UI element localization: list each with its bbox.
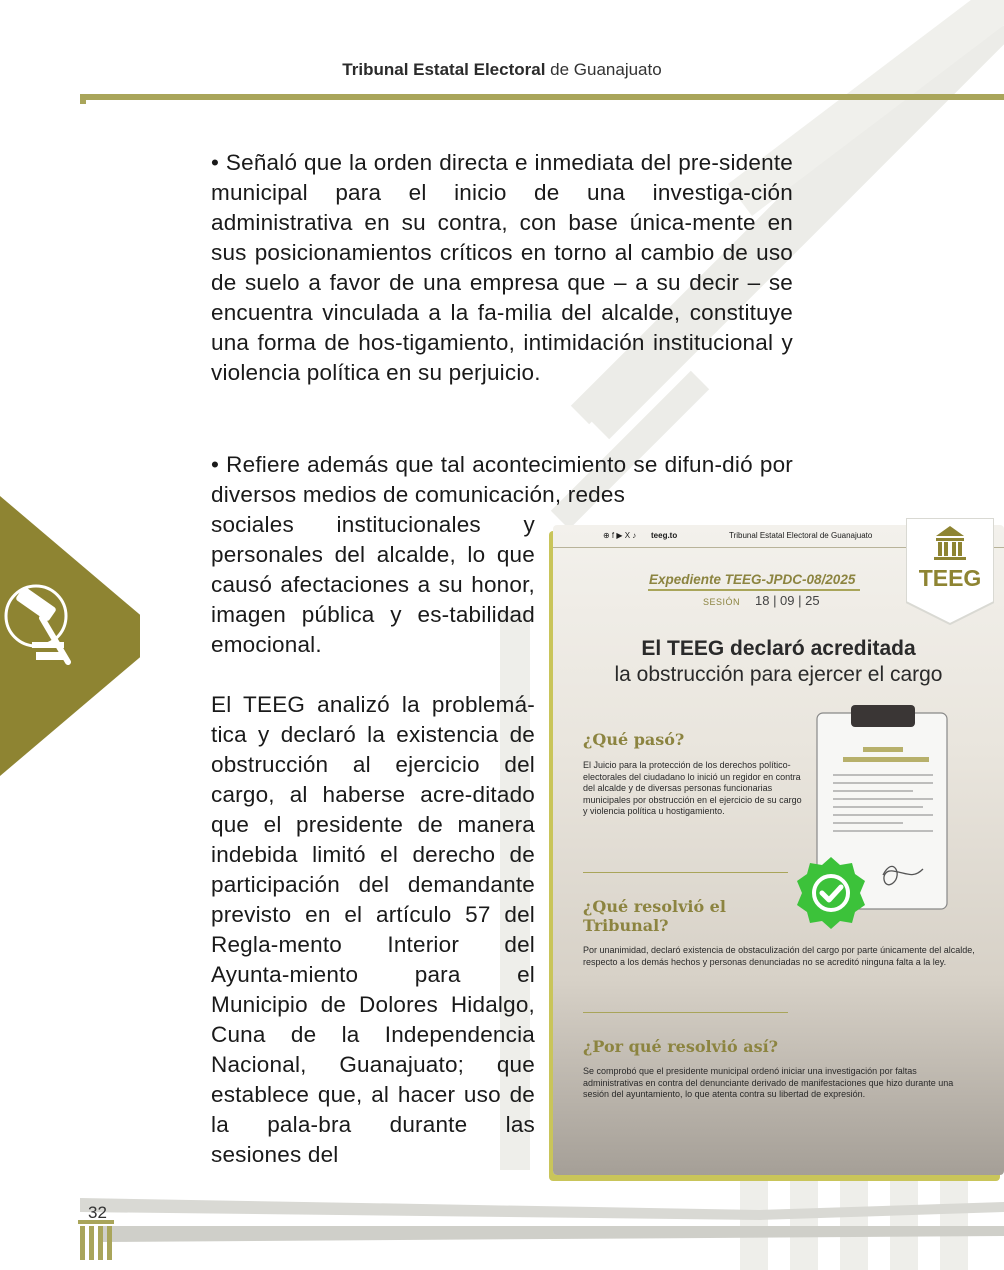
header-title-bold: Tribunal Estatal Electoral bbox=[342, 60, 546, 79]
answer-what-happened: El Juicio para la protección de los derechos político-electorales del ciudadano lo inició un regidor en contra del alcalde y de diversas personas funcionarias municipales por obstrucción en el ejercicio de su cargo y violencia política u hostigamiento. bbox=[583, 760, 802, 816]
answer-why-resolved: Se comprobó que el presidente municipal ordenó iniciar una investigación por faltas administrativas en contra del denunciante derivado de manifestaciones que hizo durante una sesión del ayuntamiento, lo que atenta contra su libertad de expresión. bbox=[583, 1066, 954, 1099]
infographic-org-name: Tribunal Estatal Electoral de Guanajuato bbox=[729, 531, 873, 540]
answer-what-resolved: Por unanimidad, declaró existencia de obstaculización del cargo por parte únicamente del alcalde, respecto a los demás hechos y personas denunciadas no se acreditó ninguna falta a la ley. bbox=[583, 945, 975, 967]
header-title-rest: de Guanajuato bbox=[545, 60, 662, 79]
social-handle: teeg.to bbox=[651, 531, 678, 540]
section-divider bbox=[583, 1012, 788, 1013]
question-what-happened: ¿Qué pasó? bbox=[583, 730, 685, 749]
social-icons: ⊕ f ▶ X ♪ bbox=[603, 531, 637, 540]
column-logo-icon bbox=[78, 1220, 114, 1260]
expediente-title: Expediente TEEG-JPDC-08/2025 bbox=[649, 572, 856, 587]
teeg-logo-badge bbox=[906, 518, 994, 626]
bullet-paragraph-2-top: • Refiere además que tal acontecimiento se difun-dió por diversos medios de comunicación, redes bbox=[211, 452, 793, 507]
question-why-resolved: ¿Por qué resolvió así? bbox=[583, 1037, 779, 1056]
sesion-date: 18 | 09 | 25 bbox=[755, 593, 820, 608]
infographic-headline: El TEEG declaró acreditada bbox=[641, 637, 916, 660]
bullet-paragraph-1: • Señaló que la orden directa e inmediata del pre-sidente municipal para el inicio de una investiga-ción administrativa en su contra, con base única-mente en sus posicionamientos críticos en torno al cambio de uso de suelo a favor de una empresa que – a su decir – se encuentra vinculada a la fa-milia del alcalde, constituye una forma de hos-tigamiento, intimidación institucional y violencia política en su perjuicio. bbox=[211, 150, 793, 385]
sesion-label: SESIÓN bbox=[703, 597, 741, 607]
header-rule-tick bbox=[80, 94, 86, 104]
teeg-badge-text: TEEG bbox=[918, 565, 982, 591]
page-number: 32 bbox=[88, 1203, 107, 1222]
header-rule bbox=[80, 94, 1004, 100]
expediente-rule bbox=[648, 589, 860, 591]
approved-check-icon bbox=[793, 855, 869, 931]
analysis-paragraph: El TEEG analizó la problemá-tica y declaró la existencia de obstrucción al ejercicio del cargo, al haberse acre-ditado que el presidente de manera indebida limitó el derecho de participación del demandante previsto en el artículo 57 del Regla-mento Interior del Ayunta-miento para el Municipio de Dolores Hidalgo, Cuna de la Independencia Nacional, Guanajuato; que establece que, al hacer uso de la pala-bra durante las sesiones del bbox=[211, 692, 535, 1167]
bullet-paragraph-2-rest: sociales institucionales y personales del alcalde, lo que causó afectaciones a su honor, imagen pública y es-tabilidad emocional. bbox=[211, 512, 535, 657]
infographic-subheadline: la obstrucción para ejercer el cargo bbox=[614, 663, 943, 686]
section-divider bbox=[583, 872, 788, 873]
running-header bbox=[0, 60, 1004, 80]
footer-decoration bbox=[0, 1190, 1004, 1270]
gavel-diamond-badge bbox=[0, 496, 140, 776]
question-what-resolved: ¿Qué resolvió el Tribunal? bbox=[583, 897, 726, 935]
